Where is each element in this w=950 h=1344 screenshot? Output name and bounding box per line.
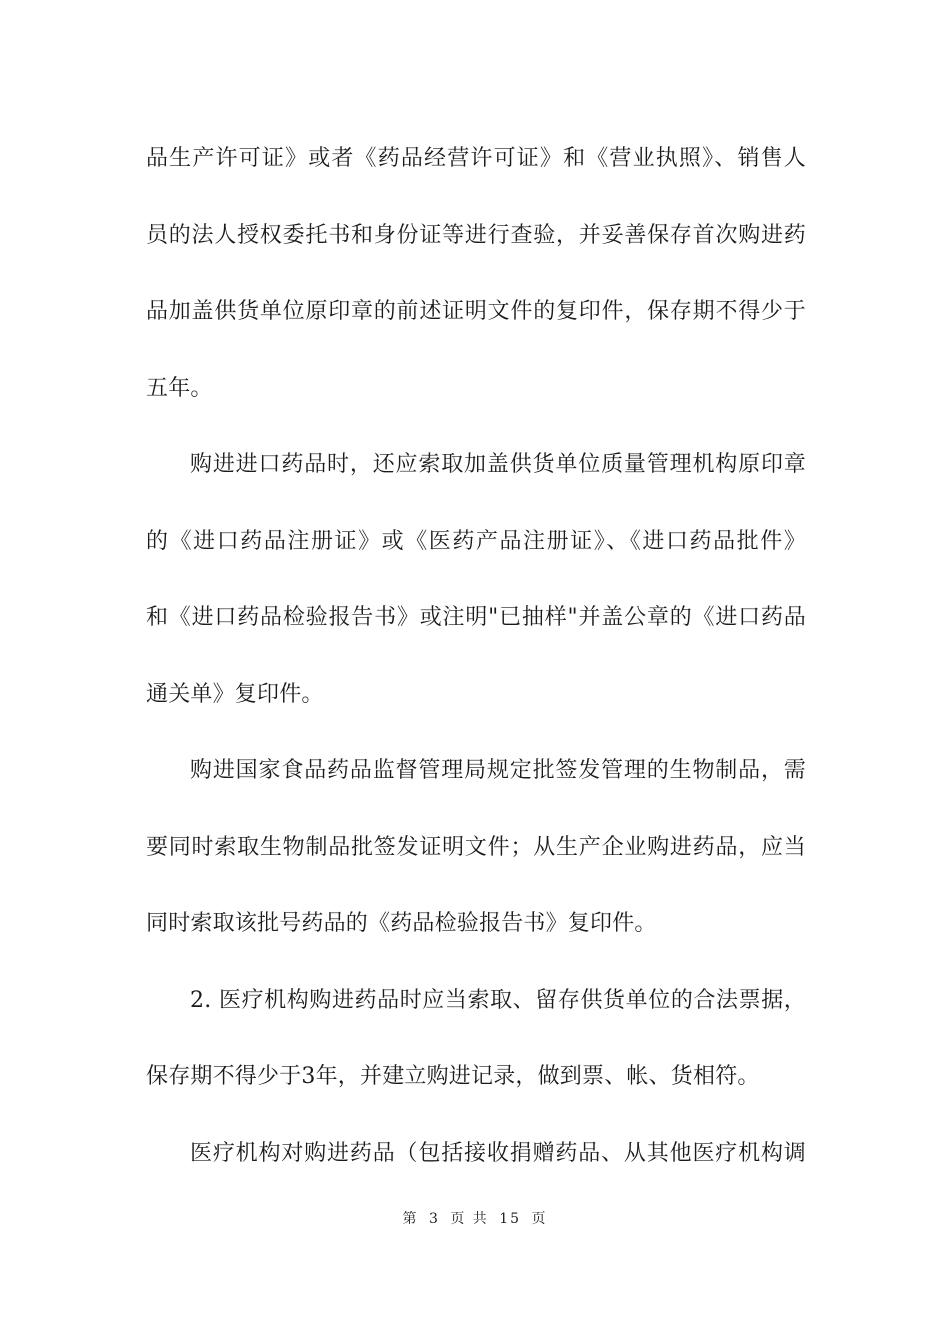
text-line-4: 五年。 <box>146 375 213 401</box>
text-line-13: 保存期不得少于3年，并建立购进记录，做到票、帐、货相符。 <box>146 1064 760 1089</box>
page-footer <box>0 1208 950 1228</box>
text-line-11: 同时索取该批号药品的《药品检验报告书》复印件。 <box>146 911 657 936</box>
body-text <box>146 137 806 1208</box>
text-line-3: 品加盖供货单位原印章的前述证明文件的复印件，保存期不得少于 <box>146 299 806 324</box>
text-line-1: 品生产许可证》或者《药品经营许可证》和《营业执照》、销售人 <box>146 146 806 171</box>
footer-middle: 页 共 <box>450 1211 489 1227</box>
footer-prefix: 第 <box>402 1211 419 1227</box>
footer-current-page: 3 <box>428 1211 440 1227</box>
footer-total-pages: 15 <box>499 1211 522 1227</box>
text-line-12: 2. 医疗机构购进药品时应当索取、留存供货单位的合法票据， <box>190 987 806 1013</box>
text-line-10: 要同时索取生物制品批签发证明文件；从生产企业购进药品，应当 <box>146 834 806 860</box>
text-line-9: 购进国家食品药品监督管理局规定批签发管理的生物制品，需 <box>190 758 806 783</box>
text-line-5: 购进进口药品时，还应索取加盖供货单位质量管理机构原印章 <box>190 452 806 477</box>
footer-suffix: 页 <box>531 1211 548 1227</box>
text-line-14: 医疗机构对购进药品（包括接收捐赠药品、从其他医疗机构调 <box>190 1140 806 1166</box>
text-line-7: 和《进口药品检验报告书》或注明"已抽样"并盖公章的《进口药品 <box>146 605 806 630</box>
text-line-8: 通关单》复印件。 <box>146 681 324 707</box>
text-line-6: 的《进口药品注册证》或《医药产品注册证》、《进口药品批件》 <box>146 528 806 554</box>
text-line-2: 员的法人授权委托书和身份证等进行查验，并妥善保存首次购进药 <box>146 222 806 248</box>
